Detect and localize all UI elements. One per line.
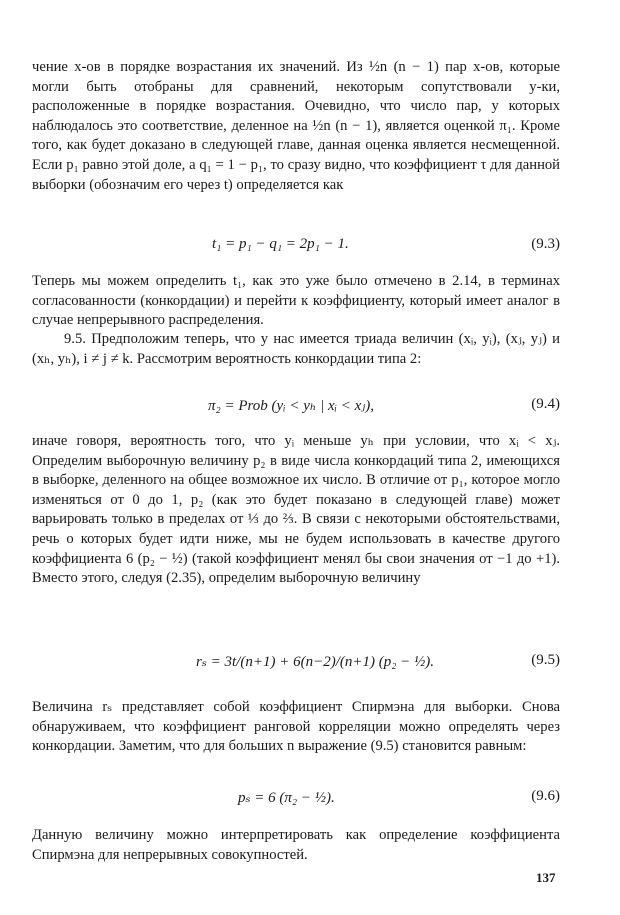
equation-9-3-expr: t₁ = p₁ − q₁ = 2p₁ − 1.	[212, 236, 349, 252]
paragraph-1: чение x-ов в порядке возрастания их значений. Из ½n (n − 1) пар x-ов, которые могли быть отобраны для сравнений, некоторым сопутствовали y-ки, расположенные в порядке возрастания. Очевидно, что число пар, у которых наблюдалось это соответствие, деленное на ½n (n − 1), является оценкой π₁. Кроме того, как будет доказано в следующей главе, данная оценка является несмещенной. Если p₁ равно этой доле, а q₁ = 1 − p₁, то сразу видно, что коэффициент τ для данной выборки (обозначим его через t) определяется как	[32, 59, 560, 193]
equation-9-6-number: (9.6)	[531, 788, 560, 804]
page-number: 137	[536, 870, 556, 885]
equation-9-5-number: (9.5)	[531, 652, 560, 668]
equation-9-3-number: (9.3)	[531, 236, 560, 252]
paragraph-5: Величина rₛ представляет собой коэффициент Спирмэна для выборки. Снова обнаруживаем, что коэффициент ранговой корреляции можно определять через конкордации. Заметим, что для больших n выражение (9.5) становится равным:	[32, 699, 560, 755]
paragraph-3: 9.5. Предположим теперь, что у нас имеется триада величин (xᵢ, yᵢ), (xⱼ, yⱼ) и (xₕ, yₕ), i ≠ j ≠ k. Рассмотрим вероятность конкордации типа 2:	[32, 331, 560, 367]
equation-9-6	[32, 788, 560, 812]
paragraph-6: Данную величину можно интерпретировать как определение коэффициента Спирмэна для непрерывных совокупностей.	[32, 827, 560, 863]
paragraph-2: Теперь мы можем определить t₁, как это уже было отмечено в 2.14, в терминах согласованности (конкордации) и перейти к коэффициенту, который имеет аналог в случае непрерывного распределения.	[32, 273, 560, 329]
equation-9-4-number: (9.4)	[531, 396, 560, 412]
equation-9-5-expr: rₛ = 3t/(n+1) + 6(n−2)/(n+1) (p₂ − ½).	[196, 654, 435, 670]
paragraph-4: иначе говоря, вероятность того, что yᵢ меньше yₕ при условии, что xᵢ < xⱼ. Определим выборочную величину p₂ в виде числа конкордаций типа 2, имеющихся в выборке, деленного на общее возможное их число. В отличие от p₁, которое могло изменяться от 0 до 1, p₂ (как это будет показано в следующей главе) может варьировать только в пределах от ⅓ до ⅔. В связи с некоторыми обстоятельствами, речь о которых будет идти ниже, мы не будем использовать в качестве другого коэффициента 6 (p₂ − ½) (такой коэффициент менял бы свои значения от −1 до +1). Вместо этого, следуя (2.35), определим выборочную величину	[32, 433, 560, 587]
equation-9-4-expr: π₂ = Prob (yᵢ < yₕ | xᵢ < xⱼ),	[208, 398, 374, 414]
equation-9-4	[32, 396, 560, 420]
equation-9-6-expr: pₛ = 6 (π₂ − ½).	[238, 790, 335, 806]
equation-9-5	[32, 652, 560, 676]
equation-9-3	[32, 236, 560, 260]
